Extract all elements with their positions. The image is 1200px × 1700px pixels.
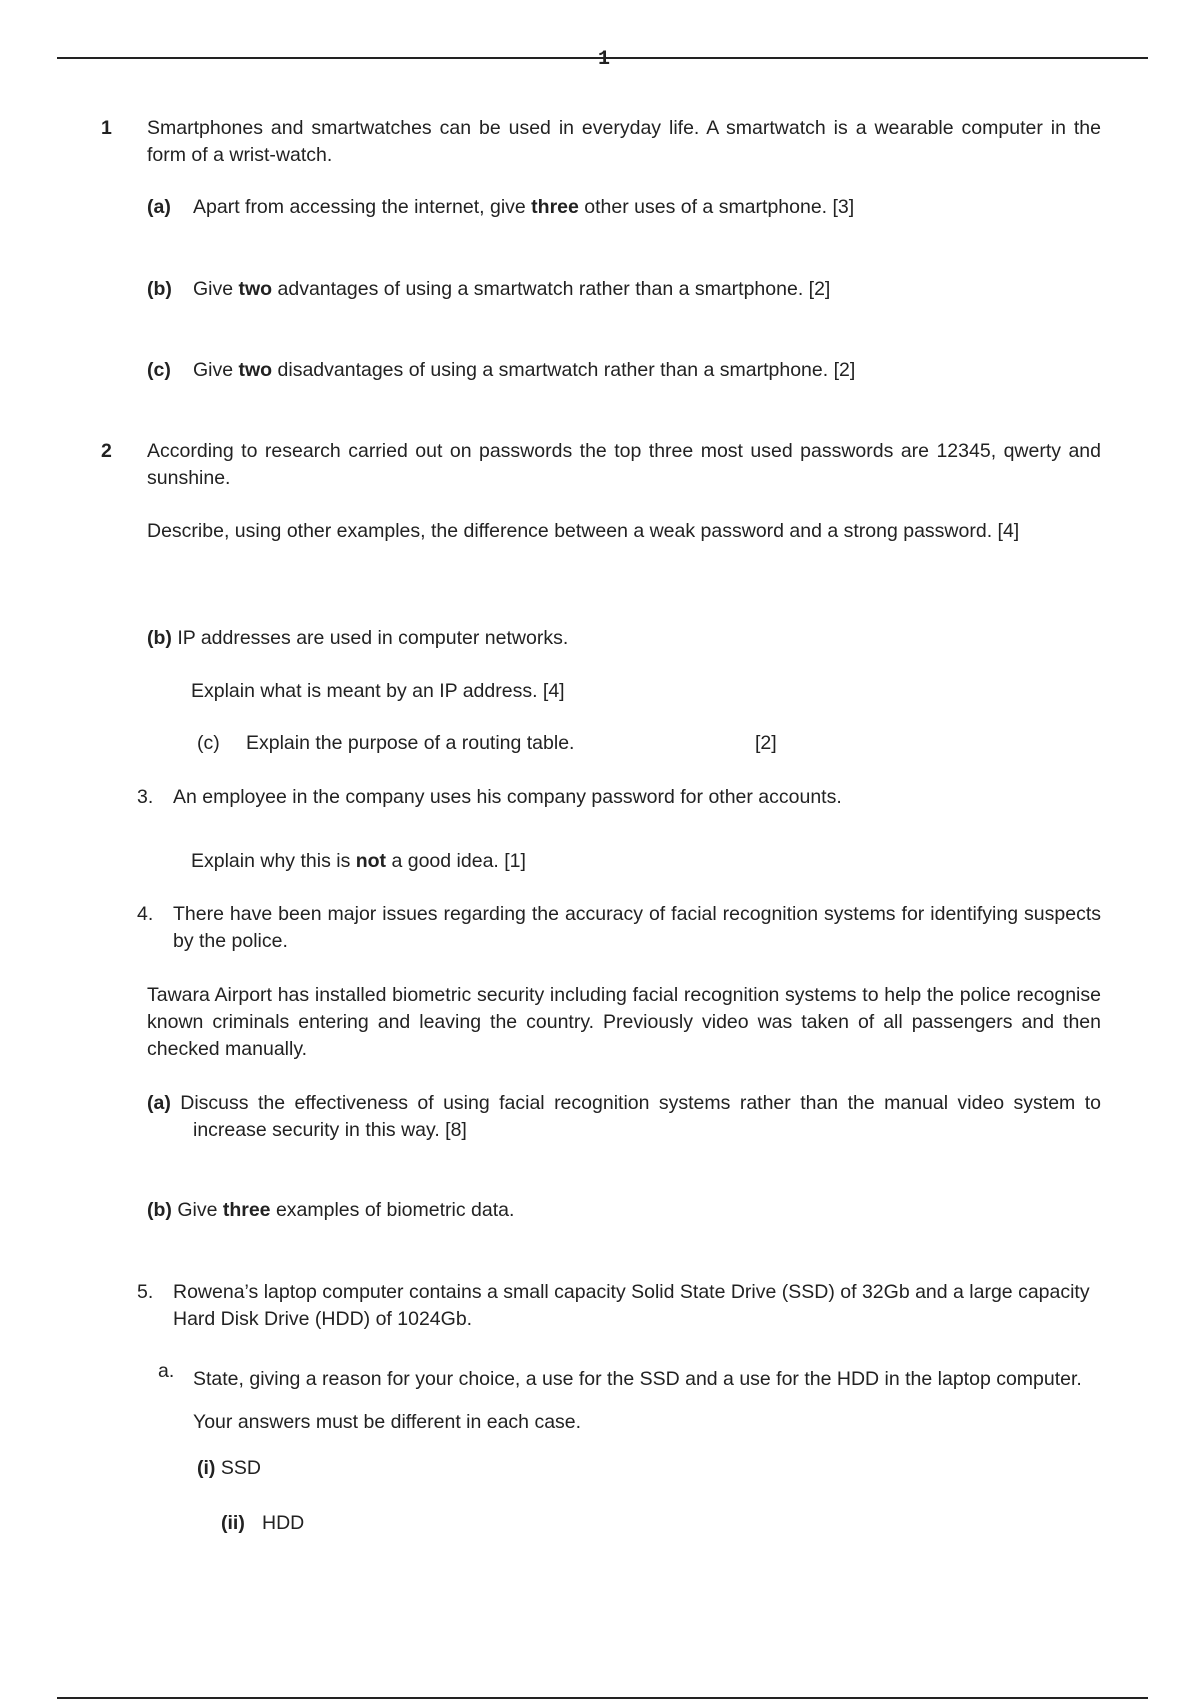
- emphasis: not: [355, 850, 387, 872]
- text: IP addresses are used in computer networks.: [171, 627, 569, 649]
- text: Give: [171, 1199, 223, 1221]
- q1-number: 1: [101, 117, 112, 139]
- q2-number: 2: [101, 440, 112, 462]
- q4b-label: (b): [147, 1199, 172, 1221]
- q4-text: There have been major issues regarding the accuracy of facial recognition systems for identifying suspects by the police.: [173, 903, 1101, 952]
- q4b-text: [147, 1197, 514, 1224]
- q5i-text: [197, 1455, 261, 1482]
- emphasis: three: [531, 196, 579, 218]
- q5ii-label: (ii): [221, 1512, 245, 1534]
- text: disadvantages of using a smartwatch rather than a smartphone. [2]: [272, 359, 856, 381]
- q1b-text: [193, 276, 830, 303]
- emphasis: three: [222, 1199, 271, 1221]
- q2-text: According to research carried out on passwords the top three most used passwords are 12345, qwerty and sunshine.: [147, 440, 1101, 489]
- q4a-label: (a): [147, 1092, 171, 1114]
- q3-number: 3.: [137, 786, 154, 808]
- q5-number: 5.: [137, 1281, 154, 1303]
- q1a-label: (a): [147, 196, 171, 218]
- q2c-label: (c): [197, 732, 220, 754]
- text: Explain why this is: [191, 850, 356, 872]
- text: other uses of a smartphone. [3]: [578, 196, 855, 218]
- q2c-marks: [2]: [755, 732, 777, 754]
- q1b-label: (b): [147, 278, 172, 300]
- text: examples of biometric data.: [270, 1199, 515, 1221]
- q4a-text: [147, 1090, 1101, 1144]
- q5-text: Rowena’s laptop computer contains a small capacity Solid State Drive (SSD) of 32Gb and a large capacity Hard Disk Drive (HDD) of 1024Gb.: [173, 1281, 1090, 1330]
- q1-text: Smartphones and smartwatches can be used in everyday life. A smartwatch is a wearable computer in the form of a wrist-watch.: [147, 117, 1101, 166]
- footer-rule: [57, 1697, 1148, 1699]
- text: Apart from accessing the internet, give: [193, 196, 532, 218]
- text: advantages of using a smartwatch rather than a smartphone. [2]: [272, 278, 831, 300]
- emphasis: two: [238, 359, 273, 381]
- text: a good idea. [1]: [386, 850, 526, 872]
- q2c-text: Explain the purpose of a routing table.: [246, 732, 575, 754]
- text: Give: [193, 359, 239, 381]
- q2b-label: (b): [147, 627, 172, 649]
- page-number: 1: [598, 48, 611, 71]
- q4-number: 4.: [137, 903, 154, 925]
- q1c-label: (c): [147, 359, 171, 381]
- q1c-text: [193, 357, 855, 384]
- q5i-label: (i): [197, 1457, 216, 1479]
- emphasis: two: [238, 278, 273, 300]
- q5a-text: State, giving a reason for your choice, a use for the SSD and a use for the HDD in the laptop computer. Your answers must be different in each case.: [193, 1368, 1082, 1433]
- q2-describe: Describe, using other examples, the difference between a weak password and a strong password. [4]: [147, 520, 1020, 542]
- q4-context: Tawara Airport has installed biometric security including facial recognition systems to help the police recognise known criminals entering and leaving the country. Previously video was taken of all passengers and then checked manually.: [147, 984, 1101, 1060]
- q5a-label: a.: [158, 1360, 175, 1382]
- q3-explain: [191, 848, 526, 875]
- q2b-text: [147, 625, 568, 652]
- q1a-text: [193, 194, 854, 221]
- q3-text: An employee in the company uses his company password for other accounts.: [173, 786, 842, 808]
- text: Give: [193, 278, 239, 300]
- q5ii-text: HDD: [262, 1512, 305, 1534]
- text: SSD: [215, 1457, 261, 1479]
- q2b-explain: Explain what is meant by an IP address. [4]: [191, 680, 565, 702]
- text: Discuss the effectiveness of using facial recognition systems rather than the manual video system to increase security in this way. [8]: [170, 1092, 1101, 1141]
